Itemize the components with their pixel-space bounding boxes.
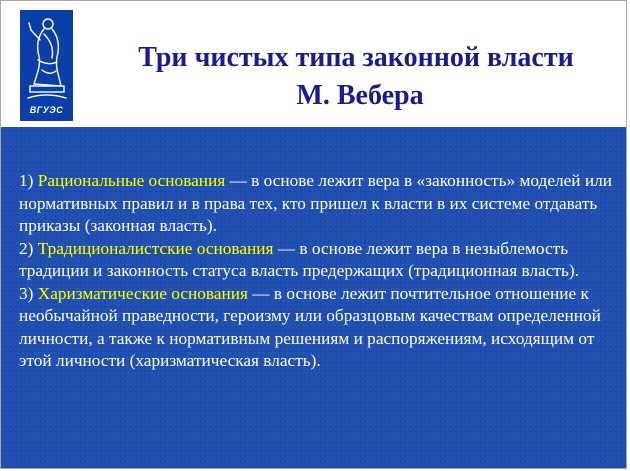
content-text	[19, 170, 623, 373]
list-item-rational	[19, 170, 623, 238]
item-text: — в основе лежит почтительное отношение к необычайной праведности, героизму или образцовым качествам определенной личности, а также к нормативным решениям и распоряжениям, исходящим от этой личности (харизматическая власть).	[19, 283, 601, 370]
title-line-2: М. Вебера	[296, 80, 424, 111]
university-logo	[20, 10, 73, 121]
logo-text: ВГУЭС	[29, 105, 64, 115]
slide-header	[1, 1, 626, 127]
item-term: Харизматические основания	[37, 283, 248, 303]
list-item-charismatic	[19, 283, 623, 373]
item-term: Традиционалистские основания	[37, 238, 274, 258]
item-number: 1)	[19, 171, 38, 190]
slide-title	[81, 39, 611, 115]
slide-body	[1, 127, 626, 468]
title-line-1: Три чистых типа законной власти	[138, 42, 574, 73]
list-item-traditional	[19, 238, 623, 283]
item-number: 3)	[19, 283, 38, 303]
item-text: — в основе лежит вера в незыблемость традиции и законность статуса власть предержащих (традиционная власть).	[19, 238, 579, 280]
item-term: Рациональные основания	[37, 171, 226, 190]
item-number: 2)	[19, 238, 38, 258]
item-text: — в основе лежит вера в «законность» моделей или нормативных правил и в права тех, кто пришел к власти в их системе отдавать приказы (законная власть).	[19, 171, 612, 235]
